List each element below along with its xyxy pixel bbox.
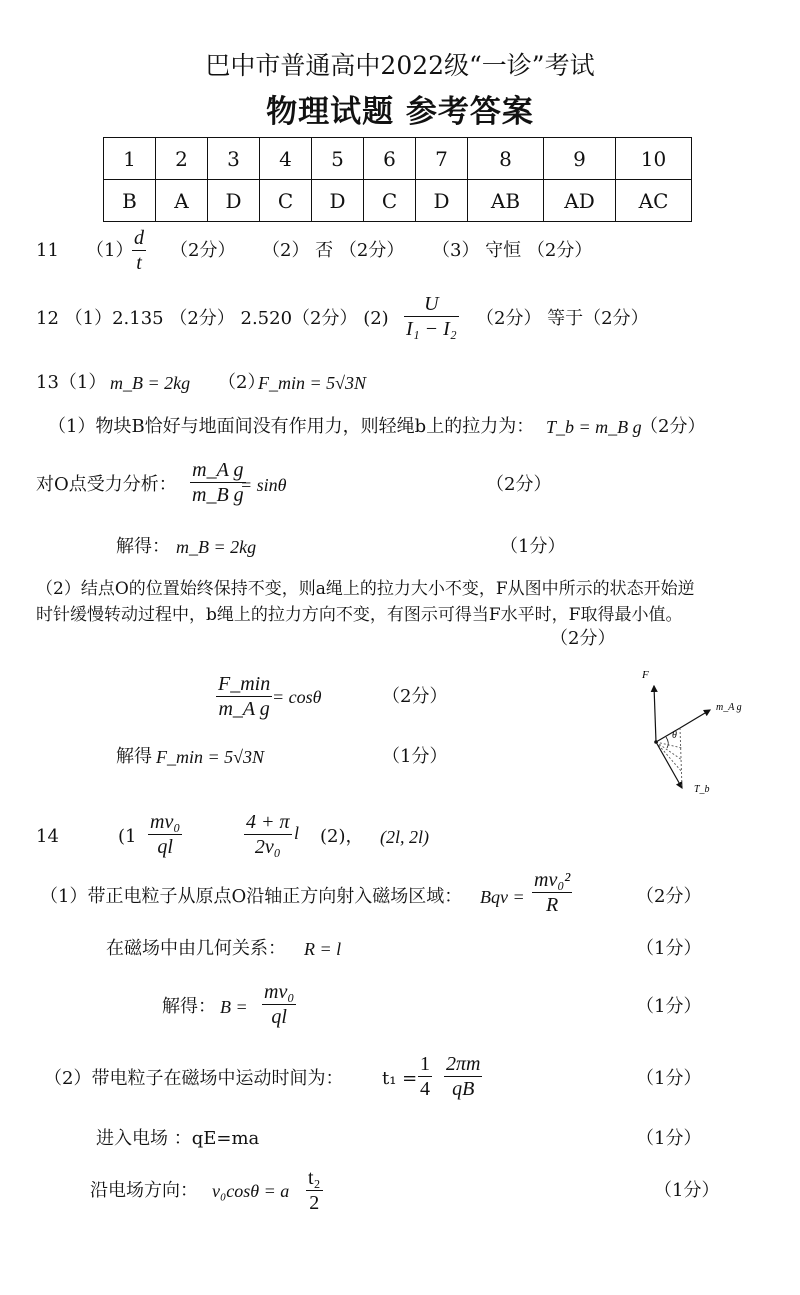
q13-line6-score: （2分）	[382, 686, 448, 707]
q14-frac2-after: l	[294, 823, 300, 843]
table-cell: AD	[544, 180, 616, 222]
exam-title: 巴中市普通高中2022级“一诊”考试	[205, 51, 595, 80]
table-cell: D	[208, 180, 260, 222]
q14-line3-frac	[262, 980, 296, 1029]
q14-line5-score: （1分）	[636, 1128, 702, 1149]
fig-label-mag: m_A g	[716, 702, 742, 713]
q13-line3-eq: m_B = 2kg	[176, 537, 257, 557]
q13-line4: （2）结点O的位置始终保持不变，则a绳上的拉力大小不变，F从图中所示的状态开始逆	[36, 579, 695, 599]
table-cell: 2	[156, 138, 208, 180]
q14-line6-eq: v₀cosθ = a	[212, 1181, 290, 1201]
table-cell: 7	[416, 138, 468, 180]
q13-line7-eq: F_min = 5√3N	[156, 747, 265, 767]
q13-answer1: m_B = 2kg	[110, 373, 191, 393]
q13-line7: 解得	[116, 746, 152, 767]
q11-fraction	[132, 226, 146, 275]
q13-line5-score: （2分）	[550, 628, 616, 649]
q12-line-a: 12 （1）2.135 （2分） 2.520（2分） (2)	[36, 308, 389, 329]
node-o	[654, 740, 658, 744]
table-cell: 8	[468, 138, 544, 180]
table-cell: 4	[260, 138, 312, 180]
q14-line4-num1: 1	[420, 1053, 430, 1075]
q14-line3-score: （1分）	[636, 996, 702, 1017]
q14-line4-den2: qB	[452, 1078, 475, 1100]
answer-table	[103, 137, 692, 222]
question-number-row	[104, 138, 692, 180]
q13-line1-eq: T_b = m_B g	[546, 417, 642, 437]
q14-line4-frac1	[418, 1052, 432, 1101]
table-cell: AC	[616, 180, 692, 222]
q14-line2: 在磁场中由几何关系：	[106, 938, 286, 959]
q13-line5: 时针缓慢转动过程中，b绳上的拉力方向不变，有图示可得当F水平时，F取得最小值。	[36, 605, 683, 625]
q13-line2-frac	[190, 458, 246, 507]
q13-line2: 对O点受力分析：	[36, 474, 177, 495]
force-f-vector	[654, 686, 656, 742]
q14-frac2	[244, 810, 292, 859]
q14-line4-den1: 4	[420, 1078, 430, 1100]
table-cell: 3	[208, 138, 260, 180]
q12-line-b: （2分） 等于（2分）	[476, 308, 649, 329]
q13-line6-frac	[216, 672, 272, 721]
q11-number: 11	[36, 240, 59, 261]
q13-line1: （1）物块B恰好与地面间没有作用力，则轻绳b上的拉力为：	[48, 416, 535, 437]
q14-line3-eq: B =	[220, 997, 248, 1017]
table-cell: A	[156, 180, 208, 222]
q14-line6: 沿电场方向：	[90, 1180, 198, 1201]
q11-part3: （3） 守恒 （2分）	[432, 240, 593, 261]
table-cell: 6	[364, 138, 416, 180]
q11-frac-den: t	[136, 252, 142, 274]
q14-number: 14	[36, 826, 59, 847]
q14-line6-frac	[306, 1166, 323, 1215]
q14-line5: 进入电场 ：qE=ma	[96, 1128, 260, 1149]
q14-line1-score: （2分）	[636, 886, 702, 907]
q14-line4-num2: 2πm	[446, 1053, 481, 1075]
q14-line6-den: 2	[309, 1192, 320, 1214]
q11-frac-num: d	[134, 227, 144, 249]
angle-arc	[666, 737, 668, 748]
q14-part2: (2)，	[320, 826, 364, 847]
table-cell: C	[364, 180, 416, 222]
q12-fraction	[404, 292, 459, 341]
q14-line4-eq: t₁ =	[382, 1068, 418, 1089]
force-diagram	[620, 660, 750, 800]
q14-line6-score: （1分）	[654, 1180, 720, 1201]
q14-frac2-den: 2v₀	[254, 836, 281, 858]
q14-line1-den: R	[546, 894, 559, 916]
table-cell: C	[260, 180, 312, 222]
page-title: 物理试题 参考答案	[266, 94, 534, 130]
q13-line6-den: m_A g	[218, 698, 270, 720]
dashed-line	[680, 728, 682, 788]
q13-line6-num: F_min	[218, 673, 271, 695]
table-cell: D	[416, 180, 468, 222]
q14-line3: 解得：	[162, 996, 216, 1017]
q11-score1: （2分）	[170, 240, 236, 261]
q13-line2-den: m_B g	[192, 484, 244, 506]
q13-answer2: F_min = 5√3N	[258, 373, 367, 393]
q14-part3: (2l, 2l)	[380, 827, 429, 847]
q13-line3: 解得：	[116, 536, 170, 557]
q14-frac1-num: mv₀	[150, 811, 181, 833]
table-cell: 9	[544, 138, 616, 180]
q14-frac1	[148, 810, 182, 859]
fig-label-tb: T_b	[694, 784, 710, 795]
fig-label-theta: θ	[672, 730, 677, 741]
q14-line6-num: t₂	[308, 1167, 321, 1189]
tension-tb-vector	[656, 742, 682, 788]
force-mag-vector	[680, 710, 710, 728]
q12-frac-num: U	[404, 292, 459, 317]
q13-part2: （2）	[218, 372, 266, 393]
q14-line4-frac2	[444, 1052, 482, 1101]
dashed-line	[656, 742, 682, 772]
q13-line7-score: （1分）	[382, 746, 448, 767]
q14-part1: (1	[118, 826, 137, 847]
fig-label-f: F	[642, 669, 649, 681]
q13-line2-num: m_A g	[190, 458, 246, 483]
q14-line1-eq: Bqv =	[480, 887, 525, 907]
q13-line6-eq: = cosθ	[272, 687, 322, 707]
q14-frac2-num: 4 + π	[246, 811, 290, 833]
q13-line2-score: （2分）	[486, 474, 552, 495]
q13-line1-score: （2分）	[640, 416, 706, 437]
q14-line4: （2）带电粒子在磁场中运动时间为：	[44, 1068, 344, 1089]
q11-part2: （2） 否 （2分）	[262, 240, 405, 261]
q14-line4-score: （1分）	[636, 1068, 702, 1089]
q13-line3-score: （1分）	[500, 536, 566, 557]
table-cell: 1	[104, 138, 156, 180]
q14-line2-eq: R = l	[304, 939, 342, 959]
q14-line3-num: mv₀	[264, 981, 295, 1003]
table-cell: B	[104, 180, 156, 222]
q14-line2-score: （1分）	[636, 938, 702, 959]
table-cell: AB	[468, 180, 544, 222]
answer-row	[104, 180, 692, 222]
q14-line1: （1）带正电粒子从原点O沿轴正方向射入磁场区域：	[40, 886, 463, 907]
table-cell: 10	[616, 138, 692, 180]
q14-line1-num: mv₀²	[534, 869, 571, 891]
q13-line2-eq: = sinθ	[240, 475, 287, 495]
q11-part1: （1）	[86, 240, 134, 261]
q14-line1-frac	[532, 868, 572, 917]
table-cell: 5	[312, 138, 364, 180]
q13-head: 13（1）	[36, 372, 107, 393]
q14-line3-den: ql	[271, 1006, 287, 1028]
q14-frac1-den: ql	[157, 836, 173, 858]
table-cell: D	[312, 180, 364, 222]
q12-frac-den: I₁ − I₂	[406, 318, 457, 340]
